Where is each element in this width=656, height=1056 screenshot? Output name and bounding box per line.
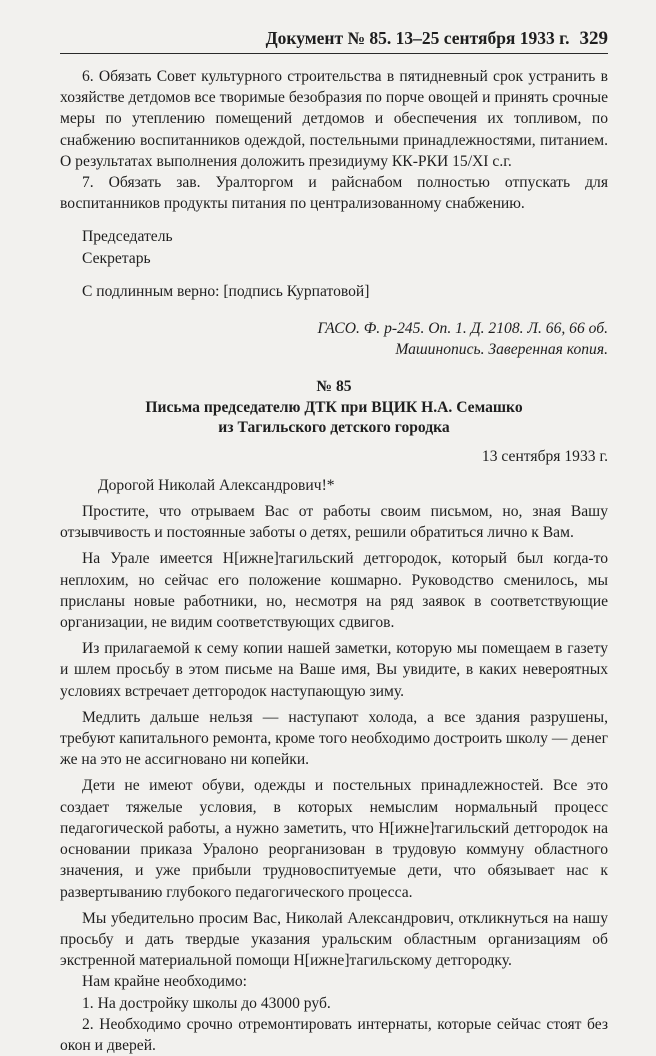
letter-paragraph: Из прилагаемой к сему копии нашей заметки, которую мы помещаем в газету и шлем просьбу в этом письме на Ваше имя, Вы увидите, в каких невероятных условиях встречает детгородок наступающую зиму. xyxy=(60,640,608,700)
letter-paragraph: Дети не имеют обуви, одежды и постельных принадлежностей. Все это создает тяжелые условия, в которых немыслим нормальный процесс педагогической работы, а нужно заметить, что Н[ижне]тагильский детгородок на основании приказа Уралоно реорганизован в трудовую коммуну областного значения, и уже прибыли трудновоспитуемые дети, что обязывает нас к развертыванию глубокого педагогического процесса. xyxy=(60,777,608,901)
needs-item: 1. На достройку школы до 43000 руб. xyxy=(82,994,331,1012)
document-title-line-1: Письма председателю ДТК при ВЦИК Н.А. Семашко xyxy=(145,398,523,416)
signature-secretary: Секретарь xyxy=(82,249,151,267)
resolution-item-7: 7. Обязать зав. Уралторгом и райснабом полностью отпускать для воспитанников продукты питания по централизованному снабжению. xyxy=(60,174,608,213)
copy-type-note: Машинопись. Заверенная копия. xyxy=(395,341,608,359)
letter-paragraph: На Урале имеется Н[ижне]тагильский детгородок, который был когда-то неплохим, но сейчас его положение кошмарно. Руководство сменилось, мы присланы новые работники, но, несмотря на ряд заявок в соответствующие организации, не видим соответствующих сдвигов. xyxy=(60,550,608,632)
signature-chairman: Председатель xyxy=(82,228,173,246)
document-number: № 85 xyxy=(316,378,352,396)
letter-paragraph: Медлить дальше нельзя — наступают холода, а все здания разрушены, требуют капитального ремонта, кроме того необходимо достроить школу — денег же на это не ассигновано ни копейки. xyxy=(60,708,608,769)
resolution-item-6: 6. Обязать Совет культурного строительства в пятидневный срок устранить в хозяйстве детдомов все творимые безобразия по порче овощей и принять срочные меры по утеплению помещений детдомов и обеспечения их топливом, по снабжению воспитанников одеждой, постельными принадлежностями, питанием. О результатах выполнения доложить президиуму КК-РКИ 15/XI с.г. xyxy=(60,68,608,170)
header-rule xyxy=(60,53,608,54)
page-number: 329 xyxy=(579,28,608,49)
running-head xyxy=(60,28,608,50)
salutation: Дорогой Николай Александрович!* xyxy=(98,476,335,494)
certified-copy-note: С подлинным верно: [подпись Курпатовой] xyxy=(82,282,370,300)
document-title-line-2: из Тагильского детского городка xyxy=(218,418,450,436)
needs-item: 2. Необходимо срочно отремонтировать интернаты, которые сейчас стоят без окон и дверей. xyxy=(60,1015,608,1054)
running-title: Документ № 85. 13–25 сентября 1933 г. xyxy=(265,28,570,48)
page-body xyxy=(60,66,608,1056)
document-date: 13 сентября 1933 г. xyxy=(481,447,608,465)
letter-paragraph: Простите, что отрываем Вас от работы своим письмом, но, зная Вашу отзывчивость и постоянные заботы о детях, решили обратиться лично к Вам. xyxy=(60,503,608,542)
letter-paragraph: Мы убедительно просим Вас, Николай Александрович, откликнуться на нашу просьбу и дать твердые указания уральским областным организациям об экстренной материальной помощи Н[ижне]тагильскому детгородку. xyxy=(60,909,608,970)
archive-reference: ГАСО. Ф. р-245. Оп. 1. Д. 2108. Л. 66, 66 об. xyxy=(317,320,608,338)
needs-intro: Нам крайне необходимо: xyxy=(82,973,247,991)
